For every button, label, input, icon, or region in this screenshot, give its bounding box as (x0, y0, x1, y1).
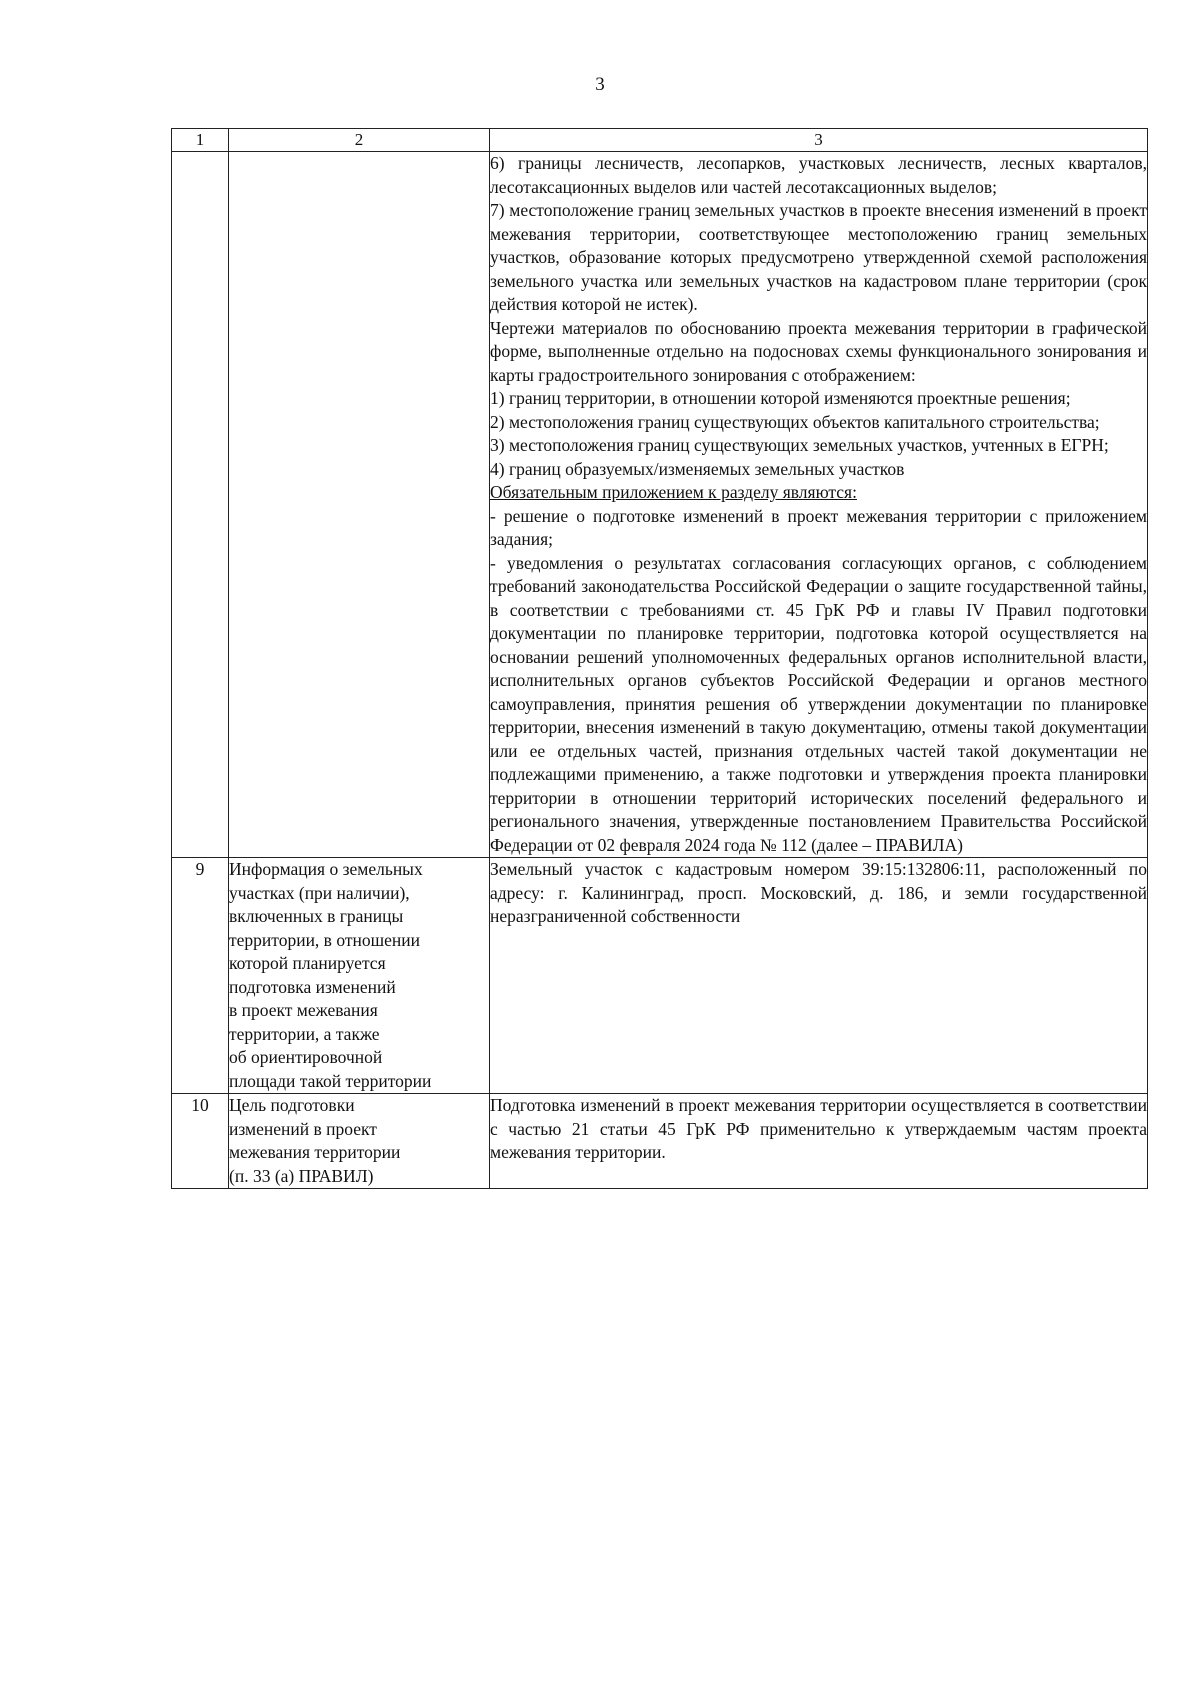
attachments-heading (490, 481, 1147, 505)
label-line: об ориентировочной (229, 1047, 383, 1067)
row-label (229, 1094, 490, 1189)
label-line: которой планируется (229, 953, 386, 973)
content-paragraph: Чертежи материалов по обоснованию проекта межевания территории в графической форме, выполненные отдельно на подосновах схемы функционального зонирования и карты градостроительного зонирования с отображением: (490, 317, 1147, 385)
content-paragraph: 3) местоположения границ существующих земельных участков, учтенных в ЕГРН; (490, 435, 1109, 455)
label-line: межевания территории (229, 1142, 401, 1162)
attachments-heading-text: Обязательным приложением к разделу являются: (490, 482, 857, 502)
requirements-table (171, 128, 1148, 1189)
content-paragraph: Земельный участок с кадастровым номером 39:15:132806:11, расположенный по адресу: г. Калининград, просп. Московский, д. 186, и земли государственной неразграниченной собственности (490, 859, 1147, 926)
label-line: (п. 33 (а) ПРАВИЛ) (229, 1165, 374, 1186)
table-row (172, 858, 1148, 1094)
row-content (490, 858, 1148, 1094)
table-row (172, 152, 1148, 858)
column-header-3: 3 (490, 129, 1148, 152)
row-content (490, 1094, 1148, 1189)
table-row (172, 1094, 1148, 1189)
label-line: включенных в границы (229, 906, 404, 926)
label-line: подготовка изменений (229, 976, 396, 997)
content-paragraph: 2) местоположения границ существующих объектов капитального строительства; (490, 411, 1100, 432)
label-line: изменений в проект (229, 1118, 377, 1139)
content-paragraph: 4) границ образуемых/изменяемых земельных участков (490, 458, 905, 479)
label-line: Информация о земельных (229, 859, 423, 879)
content-paragraph: - уведомления о результатах согласования согласующих органов, с соблюдением требований законодательства Российской Федерации о защите государственной тайны, в соответствии с требованиями ст. 45 ГрК РФ и главы IV Правил подготовки документации по планировке территории, подготовка которой осуществляется на основании решений уполномоченных федеральных органов исполнительной власти, исполнительных органов субъектов Российской Федерации и органов местного самоуправления, принятия решения об утверждении документации по планировке территории, внесения изменений в такую документацию, отмены такой документации или ее отдельных частей, признания отдельных частей такой документации не подлежащими применению, а также подготовки и утверждения проекта планировки территории в отношении территорий исторических поселений федерального и регионального значения, утвержденные постановлением Правительства Российской Федерации от 02 февраля 2024 года № 112 (далее – ПРАВИЛА) (490, 552, 1147, 855)
label-line: территории, а также (229, 1023, 380, 1044)
content-paragraph: Подготовка изменений в проект межевания территории осуществляется в соответствии с частью 21 статьи 45 ГрК РФ применительно к утверждаемым частям проекта межевания территории. (490, 1095, 1147, 1162)
row-label (229, 858, 490, 1094)
label-line: участках (при наличии), (229, 882, 410, 903)
content-paragraph: 7) местоположение границ земельных участков в проекте внесения изменений в проект межевания территории, соответствующее местоположению границ земельных участков, образование которых предусмотрено утвержденной схемой расположения земельного участка или земельных участков на кадастровом плане территории (срок действия которой не истек). (490, 200, 1147, 314)
row-content (490, 152, 1148, 858)
label-line: территории, в отношении (229, 929, 420, 950)
label-line: Цель подготовки (229, 1095, 355, 1115)
column-header-1: 1 (172, 129, 229, 152)
label-line: в проект межевания (229, 1000, 378, 1020)
row-label (229, 152, 490, 858)
table-header-row (172, 129, 1148, 152)
page-number: 3 (595, 74, 605, 95)
row-number: 10 (172, 1094, 229, 1189)
content-paragraph: - решение о подготовке изменений в проект межевания территории с приложением задания; (490, 505, 1147, 549)
row-number: 9 (172, 858, 229, 1094)
column-header-2: 2 (229, 129, 490, 152)
label-line: площади такой территории (229, 1070, 432, 1091)
content-paragraph: 6) границы лесничеств, лесопарков, участковых лесничеств, лесных кварталов, лесотаксационных выделов или частей лесотаксационных выделов; (490, 153, 1147, 197)
content-paragraph: 1) границ территории, в отношении которой изменяются проектные решения; (490, 388, 1071, 408)
row-number (172, 152, 229, 858)
